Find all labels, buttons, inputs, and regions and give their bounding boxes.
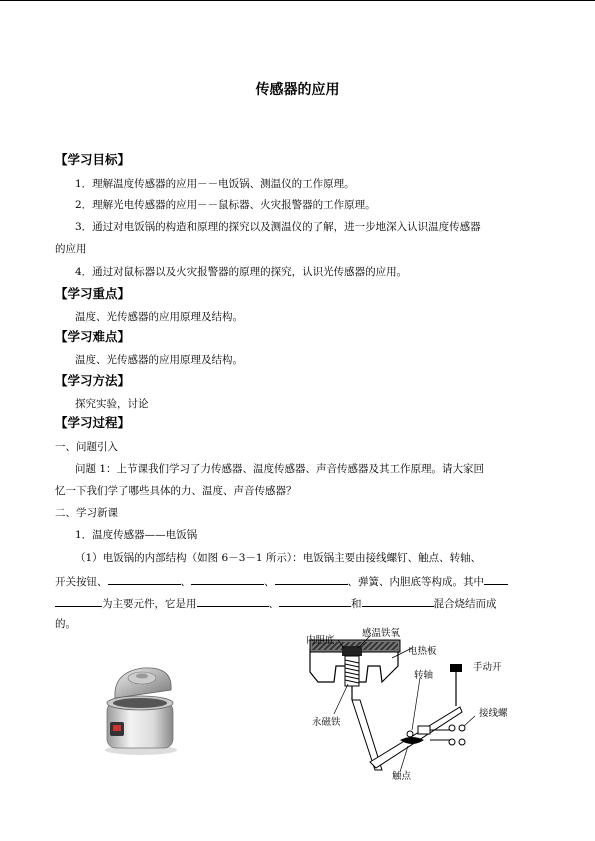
answer-blank[interactable]: [191, 574, 264, 585]
text-span: 、: [180, 576, 191, 588]
text-span: 混合烧结而成: [433, 598, 497, 610]
label-magnet: 永磁铁: [312, 717, 341, 728]
question-line: 忆一下我们学了哪些具体的力、温度、声音传感器？: [55, 485, 297, 497]
key-points-heading: 【学习重点】: [55, 286, 131, 301]
objective-item: 1．理解温度传感器的应用－－电饭锅、测温仪的工作原理。: [75, 178, 355, 190]
label-contact: 触点: [392, 771, 412, 782]
paragraph-line: （1）电饭锅的内部结构（如图 6－3－1 所示）：电饭锅主要由接线螺钉、触点、转轴、: [75, 552, 482, 564]
label-inner-bottom: 内胆底: [306, 635, 335, 646]
subsection-title: 1．温度传感器——电饭锅: [75, 529, 198, 541]
label-thermo-ferrite: 感温铁氧: [362, 628, 401, 639]
answer-blank[interactable]: [484, 574, 508, 585]
methods-text: 探究实验，讨论: [75, 398, 149, 410]
text-span: 为主要元件，它是用: [102, 598, 197, 610]
text-span: 、: [268, 598, 279, 610]
difficulties-text: 温度、光传感器的应用原理及结构。: [75, 354, 243, 366]
label-manual-switch: 手动开: [473, 662, 502, 673]
label-shaft: 转轴: [414, 670, 434, 681]
key-points-text: 温度、光传感器的应用原理及结构。: [75, 311, 243, 323]
answer-blank[interactable]: [279, 596, 351, 607]
paragraph-end: 的。: [55, 618, 76, 630]
text-span: 、弹簧、内胆底等构成。其中: [347, 576, 484, 588]
answer-blank[interactable]: [275, 574, 348, 585]
objective-item: 2．理解光电传感器的应用－－鼠标器、火灾报警器的工作原理。: [75, 199, 376, 211]
process-heading: 【学习过程】: [55, 415, 131, 430]
label-screw: 接线螺: [479, 708, 508, 719]
fill-line-1: [55, 574, 508, 589]
rice-cooker-image: [95, 662, 185, 757]
objective-item-cont: 的应用: [55, 243, 87, 255]
answer-blank[interactable]: [362, 596, 434, 607]
answer-blank[interactable]: [197, 596, 269, 607]
objective-item: 4．通过对鼠标器以及火灾报警器的原理的探究，认识光传感器的应用。: [75, 266, 408, 278]
header-rule: [0, 0, 595, 1]
page-title: 传感器的应用: [255, 82, 340, 98]
fill-line-2: [55, 596, 497, 611]
answer-blank[interactable]: [108, 574, 181, 585]
text-span: 和: [351, 598, 362, 610]
difficulties-heading: 【学习难点】: [55, 329, 131, 344]
objective-item: 3．通过对电饭锅的构造和原理的探究以及测温仪的了解，进一步地深入认识温度传感器: [75, 221, 481, 233]
label-heating-plate: 电热板: [408, 646, 437, 657]
answer-blank[interactable]: [55, 596, 102, 607]
text-span: 开关按钮、: [55, 576, 108, 588]
part2-title: 二、学习新课: [55, 507, 118, 519]
methods-heading: 【学习方法】: [55, 373, 131, 388]
question-line: 问题 1：上节课我们学习了力传感器、温度传感器、声音传感器及其工作原理。请大家回: [75, 463, 485, 475]
text-span: 、: [264, 576, 275, 588]
objectives-heading: 【学习目标】: [55, 152, 131, 167]
part1-title: 一、问题引入: [55, 441, 118, 453]
